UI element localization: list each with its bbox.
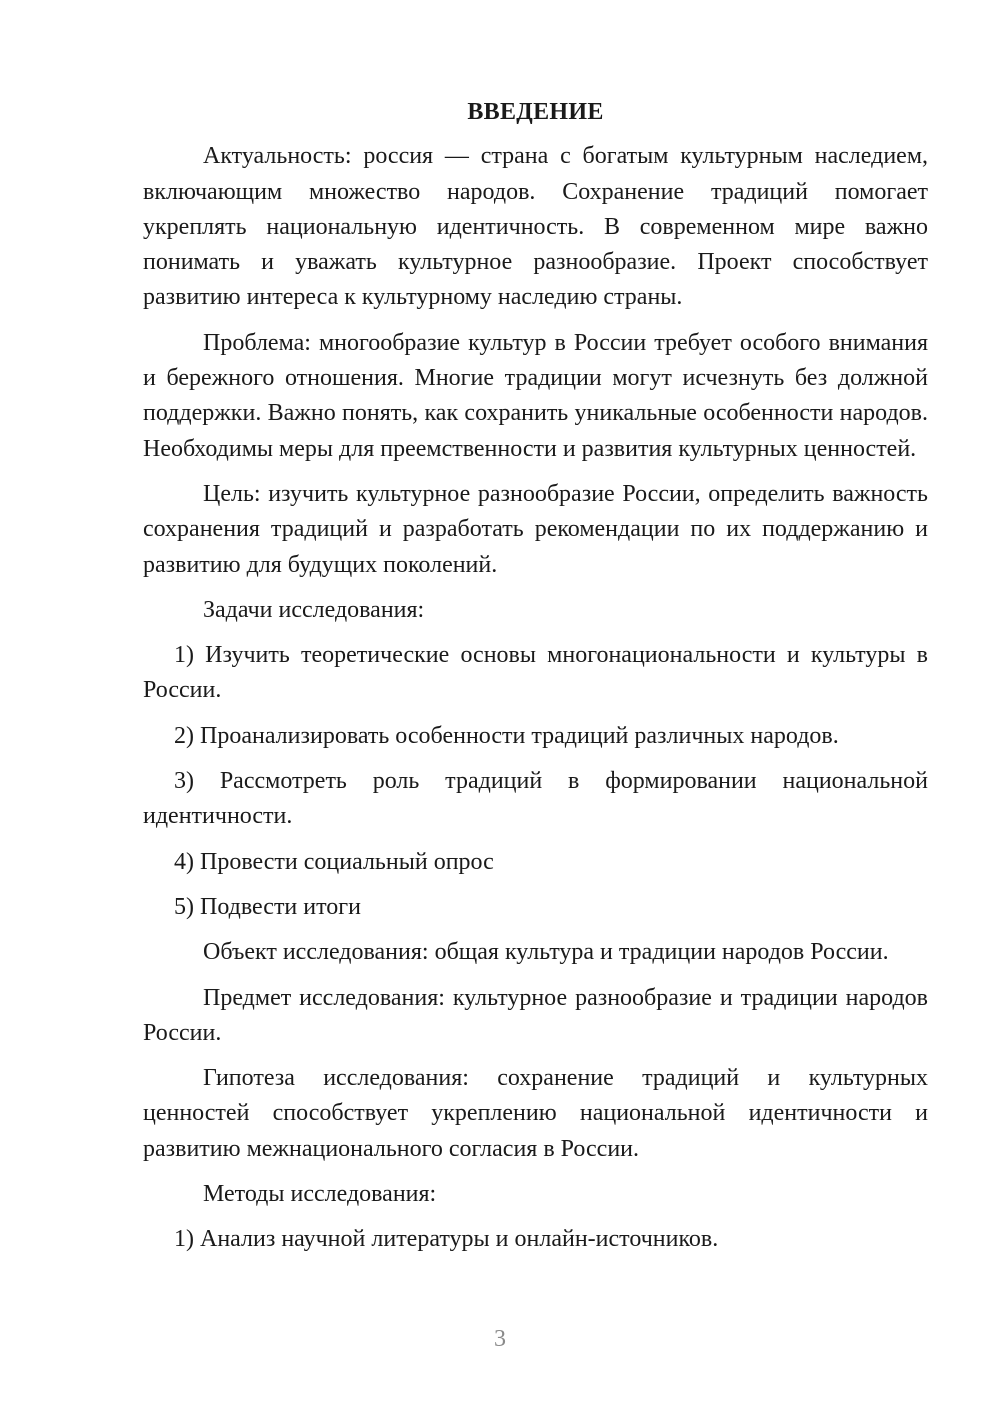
task-item-1: 1) Изучить теоретические основы многонациональности и культуры в России. [143,642,928,704]
task-item-5: 5) Подвести итоги [174,893,361,920]
task-item-4: 4) Провести социальный опрос [174,848,494,875]
paragraph-goal: Цель: изучить культурное разнообразие России, определить важность сохранения традиций и разработать рекомендации по их поддержанию и развитию для будущих поколений. [143,480,928,578]
paragraph-problem: Проблема: многообразие культур в России требует особого внимания и бережного отношения. Многие традиции могут исчезнуть без должной поддержки. Важно понять, как сохранить уникальные особенности народов. Необходимы меры для преемственности и развития культурных ценностей. [143,329,928,462]
task-item-2: 2) Проанализировать особенности традиций различных народов. [174,722,839,749]
document-page [143,95,928,1268]
paragraph-subject: Предмет исследования: культурное разнообразие и традиции народов России. [143,984,928,1046]
methods-heading: Методы исследования: [203,1181,437,1208]
section-title: ВВЕДЕНИЕ [467,99,604,125]
tasks-heading: Задачи исследования: [203,596,425,623]
paragraph-hypothesis: Гипотеза исследования: сохранение традиций и культурных ценностей способствует укреплению национальной идентичности и развитию межнационального согласия в России. [143,1065,928,1162]
paragraph-relevance: Актуальность: россия — страна с богатым культурным наследием, включающим множество народов. Сохранение традиций помогает укреплять национальную идентичность. В современном мире важно понимать и уважать культурное разнообразие. Проект способствует развитию интереса к культурному наследию страны. [143,143,928,311]
page-number: 3 [494,1326,506,1352]
task-item-3: 3) Рассмотреть роль традиций в формировании национальной идентичности. [143,768,928,830]
paragraph-object: Объект исследования: общая культура и традиции народов России. [203,939,889,966]
method-item-1: 1) Анализ научной литературы и онлайн-источников. [174,1226,719,1253]
